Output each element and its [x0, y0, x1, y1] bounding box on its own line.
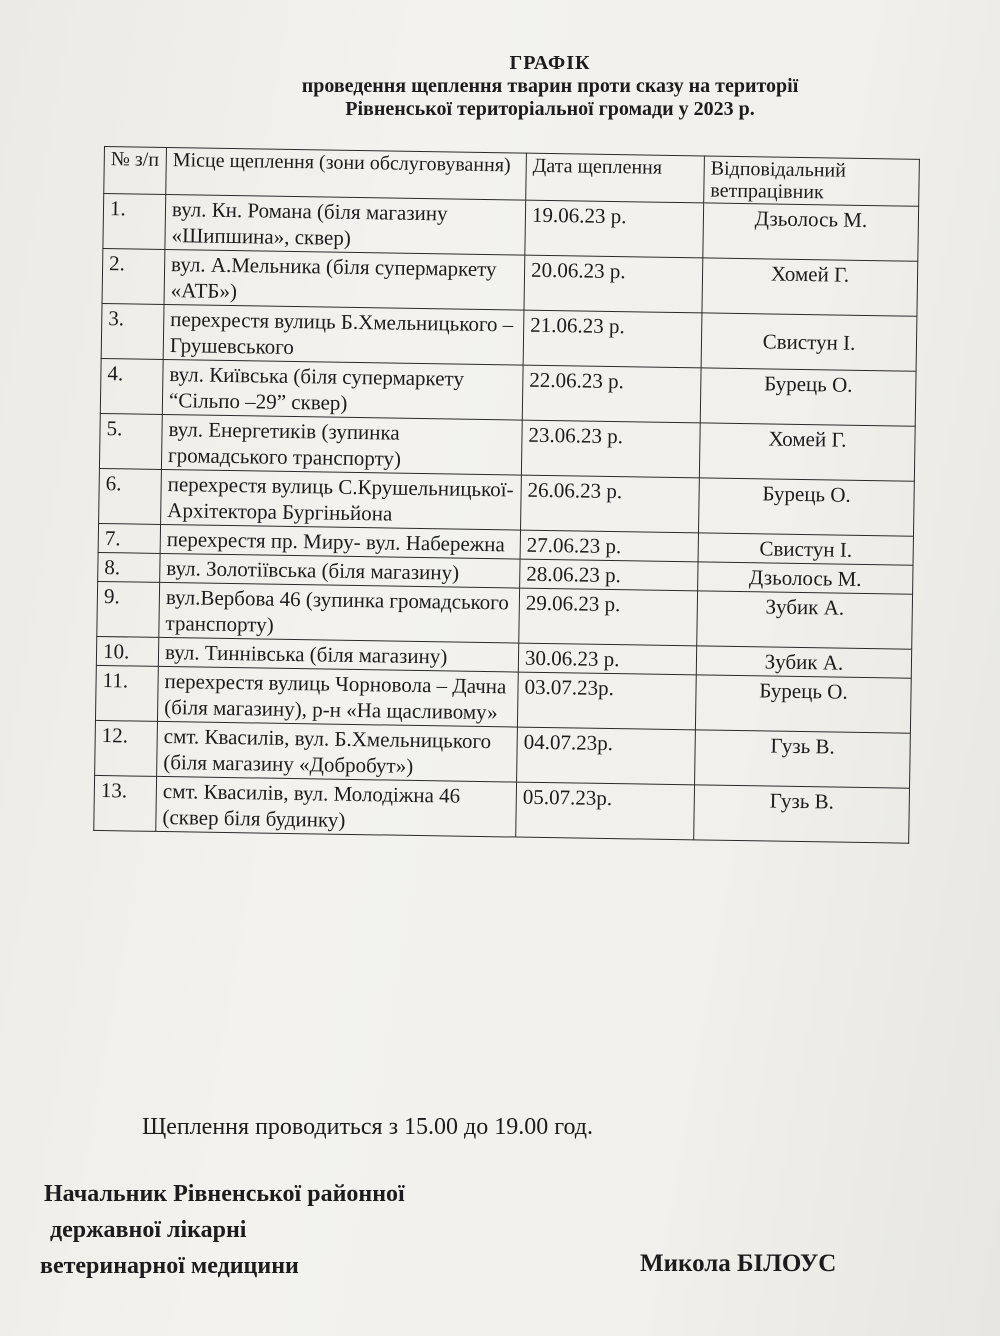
row-date: 05.07.23р.	[516, 782, 695, 840]
table-row	[94, 775, 910, 843]
row-number: 10.	[96, 636, 158, 666]
column-header-place: Місце щеплення (зони обслуговування)	[166, 147, 527, 200]
row-responsible: Зубик А.	[697, 591, 913, 649]
row-place: смт. Квасилів, вул. Б.Хмельницького (біля магазину «Добробут»)	[157, 721, 518, 782]
row-number: 12.	[95, 720, 158, 776]
row-date: 29.06.23 р.	[519, 588, 698, 646]
row-number: 5.	[99, 413, 162, 469]
row-place: вул. Київська (біля супермаркету “Сільпо –29” сквер)	[162, 359, 523, 420]
row-place: вул. А.Мельника (біля супермаркету «АТБ»)	[164, 249, 525, 310]
row-responsible: Бурець О.	[700, 368, 916, 426]
row-place: перехрестя пр. Миру- вул. Набережна	[160, 524, 520, 559]
signatory-position-line-1: Начальник Рівненської районної	[44, 1181, 405, 1207]
row-place: вул. Енергетиків (зупинка громадського транспорту)	[161, 414, 522, 475]
row-place: перехрестя вулиць Чорновола – Дачна (біля магазину), р-н «На щасливому»	[157, 666, 518, 727]
row-place: смт. Квасилів, вул. Молодіжна 46 (сквер біля будинку)	[156, 776, 517, 837]
row-responsible: Бурець О.	[698, 478, 914, 536]
vaccination-hours-note: Щеплення проводиться з 15.00 до 19.00 год.	[142, 1114, 594, 1140]
signatory-position	[40, 1176, 405, 1284]
column-header-number: № з/п	[104, 147, 167, 195]
row-place: вул. Кн. Романа (біля магазину «Шипшина», сквер)	[165, 194, 526, 255]
row-responsible: Бурець О.	[695, 675, 911, 733]
document-subtitle-line-1: проведення щеплення тварин проти сказу на території	[301, 75, 799, 97]
row-responsible: Хомей Г.	[699, 423, 915, 481]
signatory-position-line-3: ветеринарної медицини	[40, 1253, 299, 1279]
row-date: 27.06.23 р.	[520, 530, 698, 562]
vaccination-schedule-table	[93, 146, 920, 844]
document-header	[150, 52, 950, 121]
signatory-position-line-2: державної лікарні	[50, 1217, 247, 1243]
document-subtitle-line-2: Рівненської територіальної громади у 2023 р.	[345, 98, 755, 120]
row-date: 26.06.23 р.	[521, 475, 700, 533]
signatory-name: Микола БІЛОУС	[640, 1250, 837, 1277]
row-number: 6.	[99, 468, 162, 524]
row-responsible: Дзьолось М.	[698, 562, 913, 594]
row-number: 2.	[102, 248, 165, 304]
row-date: 30.06.23 р.	[518, 643, 696, 675]
row-date: 20.06.23 р.	[524, 255, 703, 313]
row-number: 4.	[100, 358, 163, 414]
row-date: 19.06.23 р.	[525, 200, 704, 258]
row-responsible: Дзьолось М.	[703, 203, 919, 261]
row-responsible: Хомей Г.	[702, 258, 918, 316]
row-place: вул.Вербова 46 (зупинка громадського транспорту)	[159, 582, 520, 643]
row-number: 3.	[101, 303, 164, 359]
row-place: вул. Золотіївська (біля магазину)	[160, 553, 520, 588]
row-date: 23.06.23 р.	[521, 420, 700, 478]
row-number: 9.	[97, 581, 160, 637]
column-header-responsible: Відповідальний ветпрацівник	[704, 156, 920, 206]
document-title: ГРАФІК	[509, 52, 591, 74]
row-number: 13.	[94, 775, 157, 831]
column-header-date: Дата щеплення	[526, 153, 705, 203]
row-date: 21.06.23 р.	[523, 310, 702, 368]
row-place: вул. Тиннівська (біля магазину)	[158, 637, 518, 672]
row-date: 28.06.23 р.	[520, 559, 698, 591]
row-date: 04.07.23р.	[517, 727, 696, 785]
row-place: перехрестя вулиць Б.Хмельницького – Грушевського	[163, 304, 524, 365]
row-place: перехрестя вулиць С.Крушельницької- Архітектора Бургіньйона	[161, 469, 522, 530]
row-number: 7.	[98, 523, 160, 553]
row-date: 03.07.23р.	[517, 672, 696, 730]
row-number: 1.	[103, 194, 166, 250]
row-number: 11.	[95, 665, 158, 721]
row-responsible: Гузь В.	[694, 785, 910, 843]
row-responsible: Свистун І.	[698, 533, 913, 565]
row-number: 8.	[98, 552, 160, 582]
row-responsible: Свистун І.	[701, 313, 917, 371]
row-responsible: Зубик А.	[696, 646, 911, 678]
row-date: 22.06.23 р.	[522, 365, 701, 423]
row-responsible: Гузь В.	[695, 730, 911, 788]
